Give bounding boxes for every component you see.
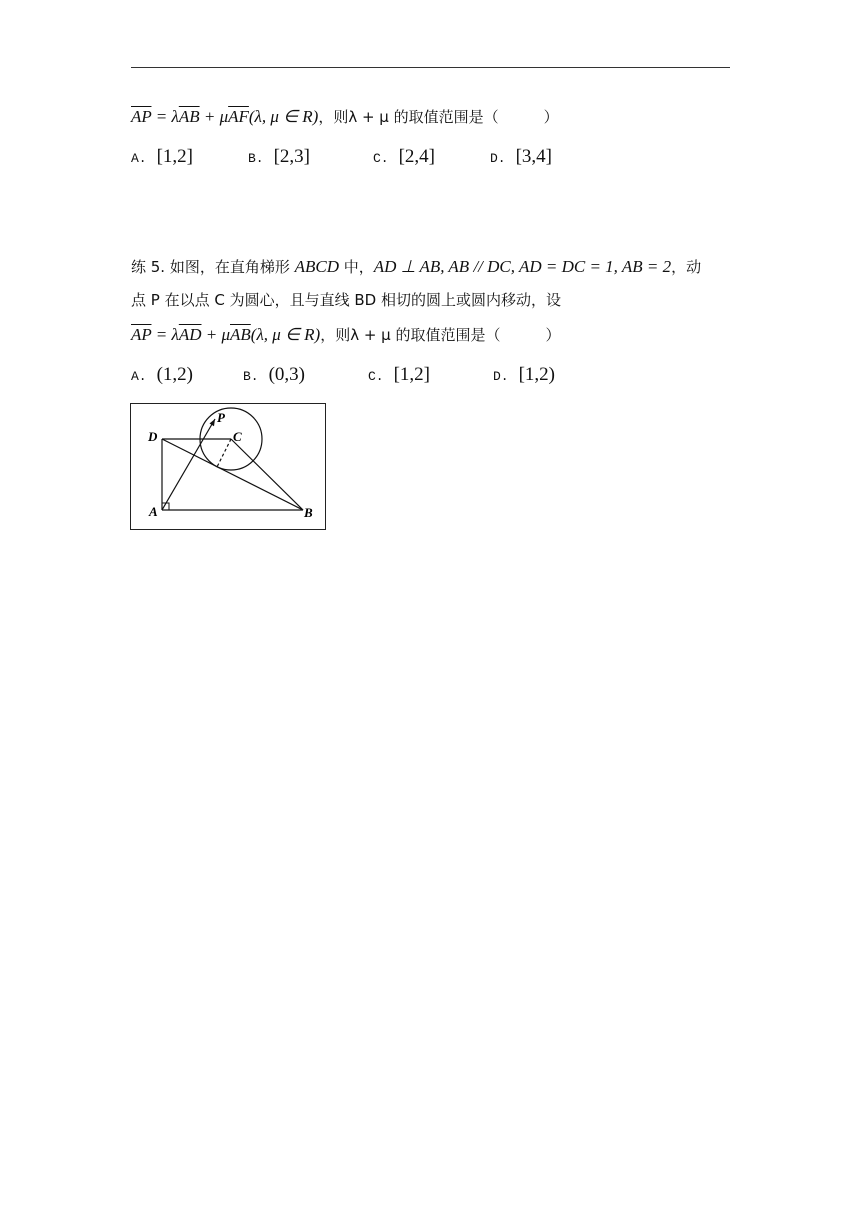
q5-option-b[interactable]: B. (0,3) (243, 364, 306, 385)
q4-option-b[interactable]: B. [2,3] (248, 146, 311, 167)
q4-condition: (λ, μ ∈ R) (248, 107, 319, 126)
q5-formula: $\overline{AP} = \lambda\overline{AD} + \mu\overline{AB}(\lambda$, μ ∈ R)，则λ + μ 的取值范围是（ ） (131, 325, 561, 344)
vector-af: $\overline{AF}$ (228, 107, 249, 126)
arrowhead-p (210, 419, 216, 426)
header-rule (131, 67, 730, 68)
q5-line-1: 练 5. 如图，在直角梯形 ABCD 中，AD ⊥ AB, AB // DC, AD = DC = 1, AB = 2，动 (131, 257, 702, 276)
q4-option-c[interactable]: C. [2,4] (373, 146, 436, 167)
vector-ab: $\overline{AB}$ (230, 325, 251, 344)
q5-question-tail: ，则λ + μ 的取值范围是（ ） (320, 326, 561, 344)
label-d: D (148, 429, 158, 444)
trapezoid-name: ABCD (294, 257, 340, 276)
q4-question-tail: ，则λ + μ 的取值范围是（ ） (318, 108, 559, 126)
q4-formula: $\overline{AP} = \lambda\overline{AB} + \mu\overline{AF}(\lambda$, μ ∈ R)，则λ + μ 的取值范围是（ ） (131, 107, 559, 126)
q4-options (131, 146, 552, 168)
label-p: P (217, 410, 225, 425)
trapezoid-diagram (131, 404, 325, 529)
q5-option-a[interactable]: A. (1,2) (131, 364, 194, 385)
vector-ab: $\overline{AB}$ (178, 107, 200, 126)
q5-condition: (λ, μ ∈ R) (250, 325, 321, 344)
vector-ap: $\overline{AP}$ (131, 107, 152, 126)
q4-option-a[interactable]: A. [1,2] (131, 146, 194, 167)
vector-ap-line (162, 419, 215, 510)
label-a: A (149, 504, 158, 519)
q5-option-c[interactable]: C. [1,2] (368, 364, 431, 385)
q5-option-d[interactable]: D. [1,2) (493, 364, 556, 385)
label-b: B (304, 505, 313, 520)
q4-option-d[interactable]: D. [3,4] (490, 146, 553, 167)
vector-ap: $\overline{AP}$ (131, 325, 152, 344)
vector-ad: $\overline{AD}$ (178, 325, 202, 344)
q5-options (131, 364, 555, 386)
q5-conditions: AD ⊥ AB, AB // DC, AD = DC = 1, AB = 2 (373, 257, 672, 276)
label-c: C (233, 429, 242, 444)
side-cb (231, 439, 303, 510)
q5-line-2: 点 P 在以点 C 为圆心，且与直线 BD 相切的圆上或圆内移动，设 (131, 291, 561, 309)
radius-dashed (217, 439, 231, 467)
trapezoid-figure (130, 403, 326, 530)
